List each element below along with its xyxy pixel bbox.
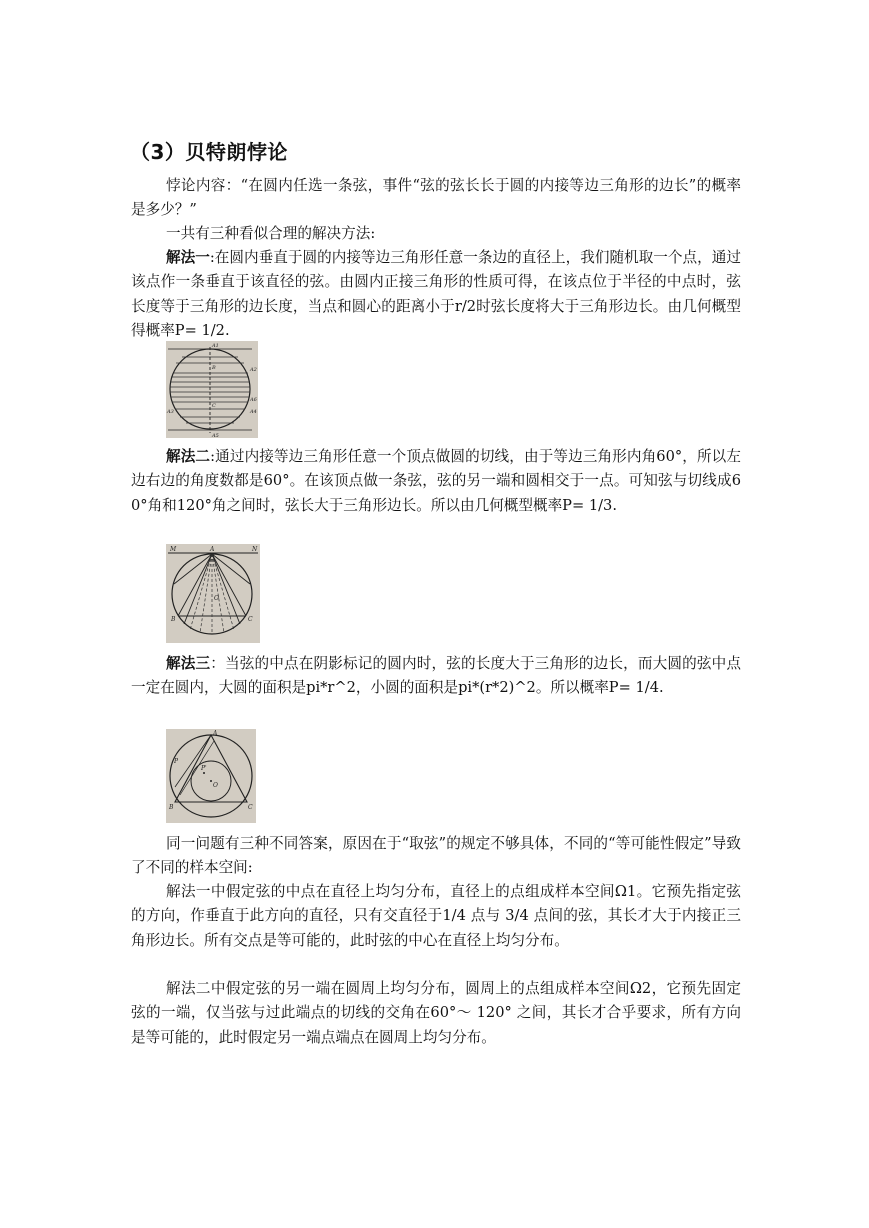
- method-1-paragraph: [131, 246, 741, 344]
- method-1-text: :在圆内垂直于圆的内接等边三角形任意一条边的直径上，我们随机取一个点，通过该点作一条垂直于该直径的弦。由圆内正接三角形的性质可得，在该点位于半径的中点时，弦长度等于三角形的边长度，当点和圆心的距离小于r/2时弦长度将大于三角形边长。由几何概型得概率P= 1/2.: [131, 249, 741, 340]
- fig1-label-a5: A5: [212, 433, 219, 438]
- paradox-statement: 悖论内容：“在圆内任选一条弦，事件“弦的弦长长于圆的内接等边三角形的边长”的概率是多少？”: [131, 177, 741, 219]
- method-3-label: 解法三: [166, 655, 211, 672]
- fig2-label-a: A: [210, 546, 215, 553]
- fig1-label-a1: A1: [212, 343, 219, 349]
- fig3-label-p: P: [174, 758, 179, 765]
- fig2-label-o: O: [214, 595, 219, 602]
- conclusion-paragraph-2: 解法一中假定弦的中点在直径上均匀分布，直径上的点组成样本空间Ω1。它预先指定弦的方向，作垂直于此方向的直径，只有交直径于1/4 点与 3/4 点间的弦，其长才大于内接正三角形边长。所有交点是等可能的，此时弦的中心在直径上均匀分布。: [131, 883, 741, 949]
- fig1-label-a4: A4: [250, 409, 257, 415]
- conclusion-paragraph-3: 解法二中假定弦的另一端在圆周上均匀分布，圆周上的点组成样本空间Ω2，它预先固定弦的一端，仅当弦与过此端点的切线的交角在60°～ 120° 之间，其长才合乎要求，所有方向是等可能的，此时假定另一端点端点在圆周上均匀分布。: [131, 980, 741, 1046]
- method-2-text: :通过内接等边三角形任意一个顶点做圆的切线，由于等边三角形内角60°，所以左边右边的角度数都是60°。在该顶点做一条弦，弦的另一端和圆相交于一点。可知弦与切线成60°角和120°角之间时，弦长大于三角形边长。所以由几何概型概率P= 1/3.: [131, 448, 741, 514]
- fig3-label-a: A: [213, 730, 218, 737]
- method-3-paragraph: [131, 652, 741, 701]
- methods-intro: 一共有三种看似合理的解决方法:: [166, 225, 376, 242]
- method-2-paragraph: [131, 445, 741, 518]
- fig3-label-o: O: [213, 782, 218, 789]
- fig3-label-b: B: [169, 804, 174, 811]
- fig1-label-b: B: [212, 365, 216, 371]
- figure-1-parallel-chords: [166, 341, 258, 438]
- conclusion-paragraph-1: 同一问题有三种不同答案，原因在于“取弦”的规定不够具体，不同的“等可能性假定”导致了不同的样本空间:: [131, 835, 741, 877]
- fig3-label-p-prime: P': [201, 765, 207, 772]
- method-2-label: 解法二: [166, 448, 211, 465]
- fig2-label-m: M: [170, 546, 177, 553]
- fig1-label-c: C: [212, 403, 216, 409]
- method-1-label: 解法一: [166, 249, 210, 266]
- fig2-label-b: B: [171, 616, 176, 623]
- fig3-label-c: C: [248, 804, 253, 811]
- fig1-label-a3: A3: [167, 409, 174, 415]
- fig2-label-c: C: [248, 616, 253, 623]
- fig1-label-a6: A6: [250, 397, 257, 403]
- fig1-label-a2: A2: [250, 367, 257, 373]
- figure-2-tangent-chords: [166, 544, 260, 643]
- fig2-label-n: N: [252, 546, 258, 553]
- method-3-text: ：当弦的中点在阴影标记的圆内时，弦的长度大于三角形的边长，而大圆的弦中点一定在圆内，大圆的面积是pi*r^2，小圆的面积是pi*(r*2)^2。所以概率P= 1/4.: [131, 655, 741, 697]
- figure-3-inscribed-circle: [166, 729, 256, 823]
- section-heading: （3）贝特朗悖论: [130, 140, 288, 164]
